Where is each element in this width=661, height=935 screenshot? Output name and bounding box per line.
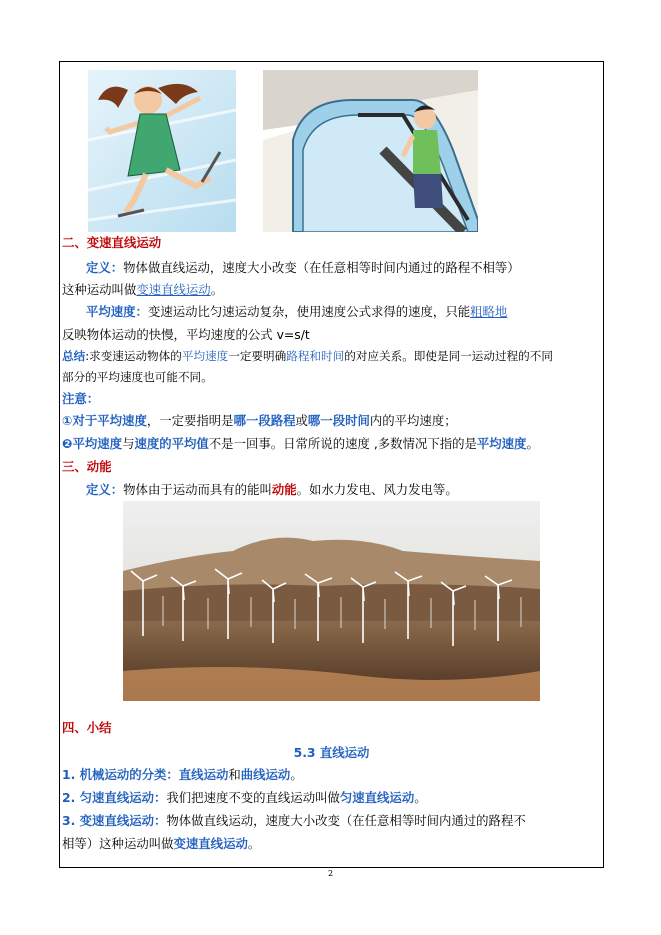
s2-note-2: ❷平均速度与速度的平均值不是一回事。日常所说的速度 ,多数情况下指的是平均速度。 bbox=[62, 436, 539, 451]
s2-definition-line-1: 定义：物体做直线运动，速度大小改变（在任意相等时间内通过的路程不相等） bbox=[86, 260, 520, 275]
section-2-heading: 二、变速直线运动 bbox=[62, 235, 162, 250]
s2-summary-line-2: 部分的平均速度也可能不同。 bbox=[62, 370, 213, 384]
summary-item-2: 2. 匀速直线运动：我们把速度不变的直线运动叫做匀速直线运动。 bbox=[62, 790, 427, 805]
summary-item-1: 1. 机械运动的分类：直线运动和曲线运动。 bbox=[62, 767, 303, 782]
s2-definition-line-2: 这种运动叫做变速直线运动。 bbox=[62, 282, 224, 297]
escalator-illustration bbox=[263, 70, 478, 232]
summary-item-3-line-2: 相等）这种运动叫做变速直线运动。 bbox=[62, 836, 261, 851]
s3-definition: 定义：物体由于运动而具有的能叫动能。如水力发电、风力发电等。 bbox=[86, 482, 458, 497]
s2-note-label: 注意： bbox=[62, 391, 100, 406]
summary-item-3-line-1: 3. 变速直线运动：物体做直线运动，速度大小改变（在任意相等时间内通过的路程不 bbox=[62, 813, 526, 828]
skater-illustration bbox=[88, 70, 236, 232]
term-variable-motion: 变速直线运动 bbox=[136, 282, 211, 297]
s2-average-speed-line-2: 反映物体运动的快慢，平均速度的公式 v=s/t bbox=[62, 327, 310, 342]
s2-average-speed-line-1: 平均速度：变速运动比匀速运动复杂，使用速度公式求得的速度，只能粗略地 bbox=[86, 304, 508, 319]
section-3-heading: 三、动能 bbox=[62, 459, 112, 474]
s2-note-1: ①对于平均速度，一定要指明是哪一段路程或哪一段时间内的平均速度； bbox=[62, 413, 457, 428]
s2-summary-line-1: 总结:求变速运动物体的平均速度一定要明确路程和时间的对应关系。即使是同一运动过程的不同 bbox=[62, 349, 553, 363]
summary-title: 5.3 直线运动 bbox=[293, 745, 370, 760]
page-number: 2 bbox=[327, 869, 334, 878]
section-4-heading: 四、小结 bbox=[62, 720, 112, 735]
wind-farm-photo bbox=[123, 501, 540, 701]
